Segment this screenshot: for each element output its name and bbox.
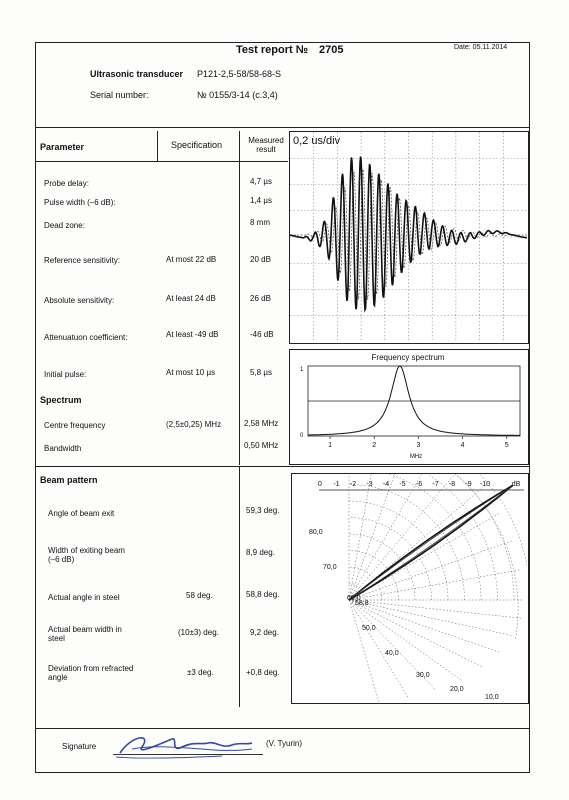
polar-radial-lower (349, 600, 379, 702)
spectrum-chart (290, 350, 527, 463)
abs-sens-value: 26 dB (250, 294, 271, 303)
report-number: 2705 (319, 44, 344, 56)
col-parameter: Parameter (40, 142, 85, 152)
centre-freq-spec: (2,5±0,25) MHz (166, 420, 222, 429)
col-divider-2 (239, 131, 240, 465)
ref-sens-value: 20 dB (250, 255, 271, 264)
signature-name: (V. Tyurin) (266, 739, 303, 748)
deviation-spec: ±3 deg. (187, 668, 214, 677)
init-pulse-spec: At most 10 µs (166, 368, 216, 377)
spectrum-xtick-label: 2 (372, 442, 377, 449)
spectrum-xtick-label: 4 (460, 442, 465, 449)
spectrum-panel (289, 349, 529, 465)
col-measured-l2: result (256, 145, 276, 154)
spectrum-xtick-label: 3 (416, 442, 421, 449)
polar-db-label: -9 (465, 481, 472, 488)
polar-db-label: -7 (432, 481, 439, 488)
beam-divider (35, 466, 530, 467)
polar-db-label: 0 (318, 481, 322, 488)
transducer-label: Ultrasonic transducer (90, 69, 184, 79)
polar-db-label: -3 (366, 481, 373, 488)
abs-sens-label: Absolute sensitivity: (44, 296, 115, 305)
init-pulse-label: Initial pulse: (44, 370, 87, 379)
serial-value: № 0155/3-14 (c.3,4) (197, 90, 278, 100)
deviation-value: +0,8 deg. (246, 668, 280, 677)
report-title-text: Test report № (236, 44, 308, 56)
beam-pattern-panel (291, 473, 529, 704)
spectrum-heading: Spectrum (40, 395, 82, 405)
atten-spec: At least -49 dB (166, 330, 219, 339)
serial-label: Serial number: (90, 90, 149, 100)
actual-width-value: 9,2 deg. (250, 628, 279, 637)
polar-angle-label: 20,0 (450, 686, 464, 693)
atten-label: Attenuatuon coefficient: (44, 333, 128, 342)
actual-width-spec: (10±3) deg. (178, 628, 219, 637)
polar-radial-lower (349, 600, 461, 680)
spectrum-ytick-label: 1 (300, 367, 304, 373)
ref-sens-spec: At most 22 dB (166, 255, 217, 264)
beam-exit-value: 59,3 deg. (246, 506, 280, 515)
beam-exit-label: Angle of beam exit (48, 509, 115, 518)
deviation-label (48, 664, 133, 682)
report-date: Date: 05.11.2014 (454, 44, 508, 51)
actual-angle-spec: 58 deg. (186, 591, 213, 600)
polar-db-label: dB (511, 481, 521, 488)
beam-pattern-chart (292, 474, 527, 702)
polar-db-label: -2 (349, 481, 357, 488)
bandwidth-value: 0,50 MHz (244, 441, 279, 450)
spectrum-title: Frequency spectrum (371, 353, 445, 362)
probe-delay-value: 4,7 µs (250, 177, 272, 186)
polar-angle-label: 30,0 (416, 672, 430, 679)
width-exit-label (48, 546, 125, 564)
polar-angle-label: 50,0 (362, 625, 376, 632)
abs-sens-spec: At least 24 dB (166, 294, 216, 303)
polar-radial (349, 474, 437, 600)
pulse-width-value: 1,4 µs (250, 196, 272, 205)
dead-zone-label: Dead zone: (44, 221, 85, 230)
col-measured (244, 136, 288, 154)
atten-value: -46 dB (250, 330, 274, 339)
dead-zone-value: 8 mm (250, 218, 270, 227)
col-header-divider (35, 161, 288, 162)
deviation-label-1: Deviation from refracted (48, 664, 134, 673)
polar-angle-label: 40,0 (385, 650, 399, 657)
actual-angle-value: 58,8 deg. (246, 590, 280, 599)
polar-db-label: -4 (382, 481, 390, 488)
signature-divider (35, 728, 530, 729)
polar-ring (349, 474, 481, 600)
polar-ring (349, 485, 465, 601)
polar-radial-lower (349, 600, 483, 667)
pulse-width-label: Pulse width (–6 dB): (44, 198, 116, 207)
col-specification: Specification (171, 140, 223, 150)
beam-heading: Beam pattern (40, 475, 98, 485)
spectrum-xtick-label: 5 (504, 442, 509, 449)
ref-sens-label: Reference sensitivity: (44, 256, 121, 265)
bandwidth-label: Bandwidth (44, 444, 82, 453)
polar-radial-lower (349, 600, 409, 699)
polar-angle-label: 10,0 (485, 694, 499, 701)
handwritten-signature (112, 725, 262, 765)
header-divider (35, 127, 530, 128)
polar-radial-lower (349, 600, 521, 618)
polar-angle-label: 60,0 (347, 595, 361, 602)
col-measured-l1: Measured (248, 136, 284, 145)
polar-angle-label: 58,8 (355, 600, 369, 607)
polar-db-label: -6 (415, 481, 423, 488)
init-pulse-value: 5,8 µs (250, 368, 272, 377)
waveform-timebase-label: 0,2 us/div (293, 135, 341, 147)
actual-width-label (48, 625, 122, 643)
polar-angle-label: 80,0 (309, 529, 323, 536)
spectrum-xlabel: MHz (409, 454, 423, 460)
centre-freq-label: Centre frequency (44, 421, 106, 430)
polar-radial (349, 474, 379, 600)
transducer-value: P121-2,5-58/58-68-S (197, 69, 282, 79)
polar-db-label: -8 (448, 481, 456, 488)
polar-db-label: -1 (333, 481, 340, 488)
polar-db-label: -10 (479, 481, 491, 488)
width-exit-value: 8,9 deg. (246, 548, 275, 557)
polar-db-label: -5 (399, 481, 406, 488)
col-divider-1 (157, 131, 158, 161)
polar-angle-label: 70,0 (323, 564, 337, 571)
actual-width-label-1: Actual beam width in (48, 625, 122, 634)
waveform-chart (290, 132, 527, 342)
spectrum-xtick-label: 1 (328, 442, 333, 449)
width-exit-label-2: (–6 dB) (48, 555, 75, 564)
col-divider-3 (239, 467, 240, 707)
width-exit-label-1: Width of exiting beam (48, 546, 125, 555)
polar-radial (349, 540, 513, 600)
deviation-label-2: angle (48, 673, 68, 682)
report-title (236, 44, 344, 56)
spectrum-ytick-label: 0 (300, 433, 304, 439)
waveform-panel (289, 131, 529, 344)
actual-width-label-2: steel (48, 634, 65, 643)
probe-delay-label: Probe delay: (44, 179, 89, 188)
signature-label: Signature (62, 742, 97, 751)
centre-freq-value: 2,58 MHz (244, 419, 279, 428)
actual-angle-label: Actual angle in steel (48, 593, 120, 602)
